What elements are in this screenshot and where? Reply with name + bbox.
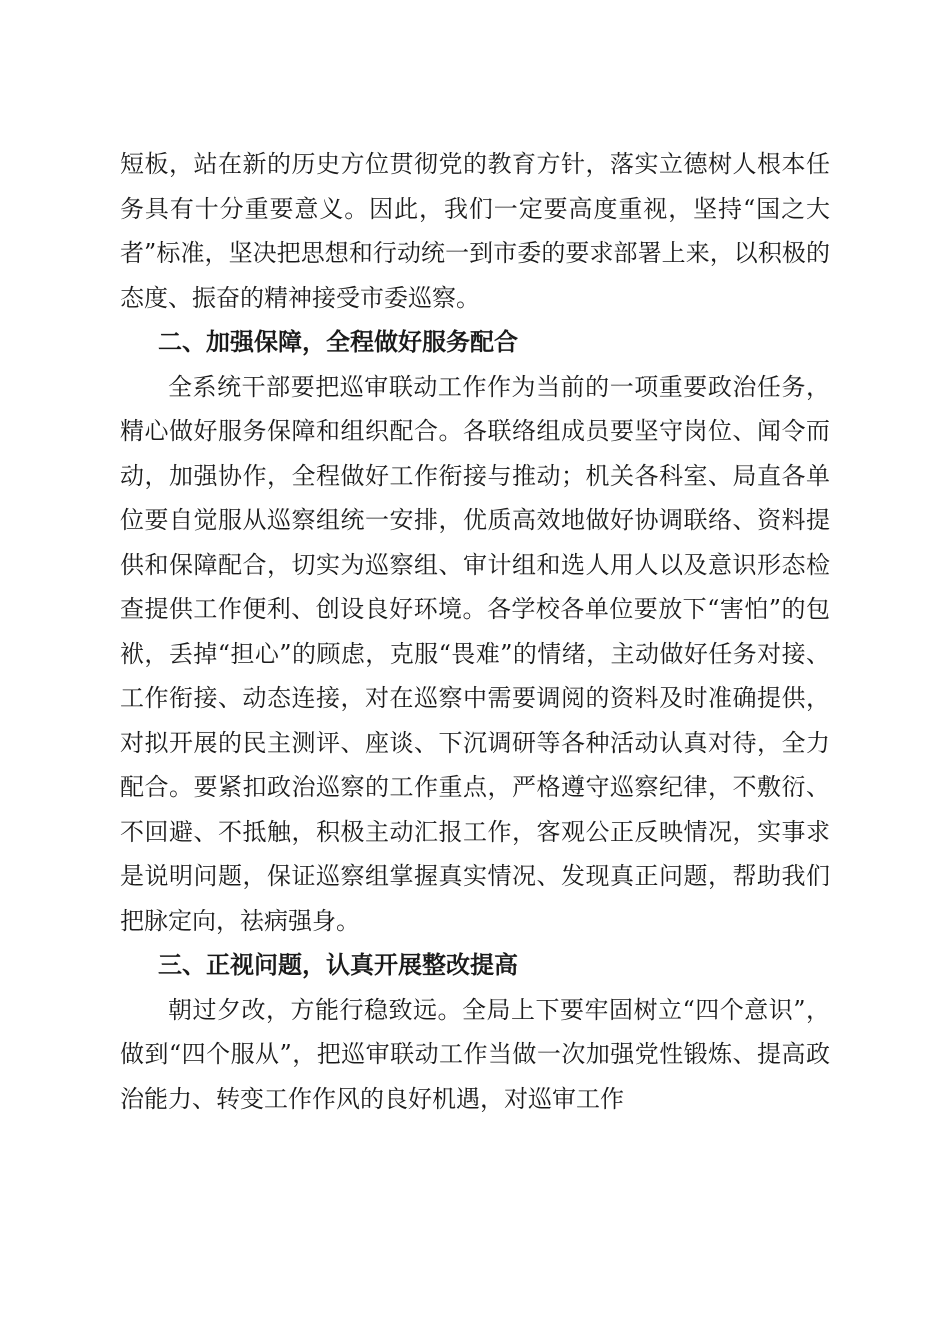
body-paragraph-section-2: 全系统干部要把巡审联动工作作为当前的一项重要政治任务，精心做好服务保障和组织配合。各联络组成员要坚守岗位、闻令而动，加强协作，全程做好工作衔接与推动；机关各科室、局直各单位要自觉服从巡察组统一安排，优质高效地做好协调联络、资料提供和保障配合，切实为巡察组、审计组和选人用人以及意识形态检查提供工作便利、创设良好环境。各学校各单位要放下“害怕”的包袱，丢掉“担心”的顾虑，克服“畏难”的情绪，主动做好任务对接、工作衔接、动态连接，对在巡察中需要调阅的资料及时准确提供，对拟开展的民主测评、座谈、下沉调研等各种活动认真对待，全力配合。要紧扣政治巡察的工作重点，严格遵守巡察纪律，不敷衍、不回避、不抵触，积极主动汇报工作，客观公正反映情况，实事求是说明问题，保证巡察组掌握真实情况、发现真正问题，帮助我们把脉定向，祛病强身。 [120, 372, 830, 935]
section-heading-2: 二、加强保障，全程做好服务配合 [158, 328, 518, 356]
document-page [120, 142, 830, 1121]
body-paragraph-section-3: 朝过夕改，方能行稳致远。全局上下要牢固树立“四个意识”，做到“四个服从”，把巡审联动工作当做一次加强党性锻炼、提高政治能力、转变工作作风的良好机遇，对巡审工作 [120, 995, 830, 1113]
section-heading-3: 三、正视问题，认真开展整改提高 [158, 951, 518, 979]
body-paragraph-continuation: 短板，站在新的历史方位贯彻党的教育方针，落实立德树人根本任务具有十分重要意义。因此，我们一定要高度重视，坚持“国之大者”标准，坚决把思想和行动统一到市委的要求部署上来，以积极的态度、振奋的精神接受市委巡察。 [120, 150, 830, 312]
